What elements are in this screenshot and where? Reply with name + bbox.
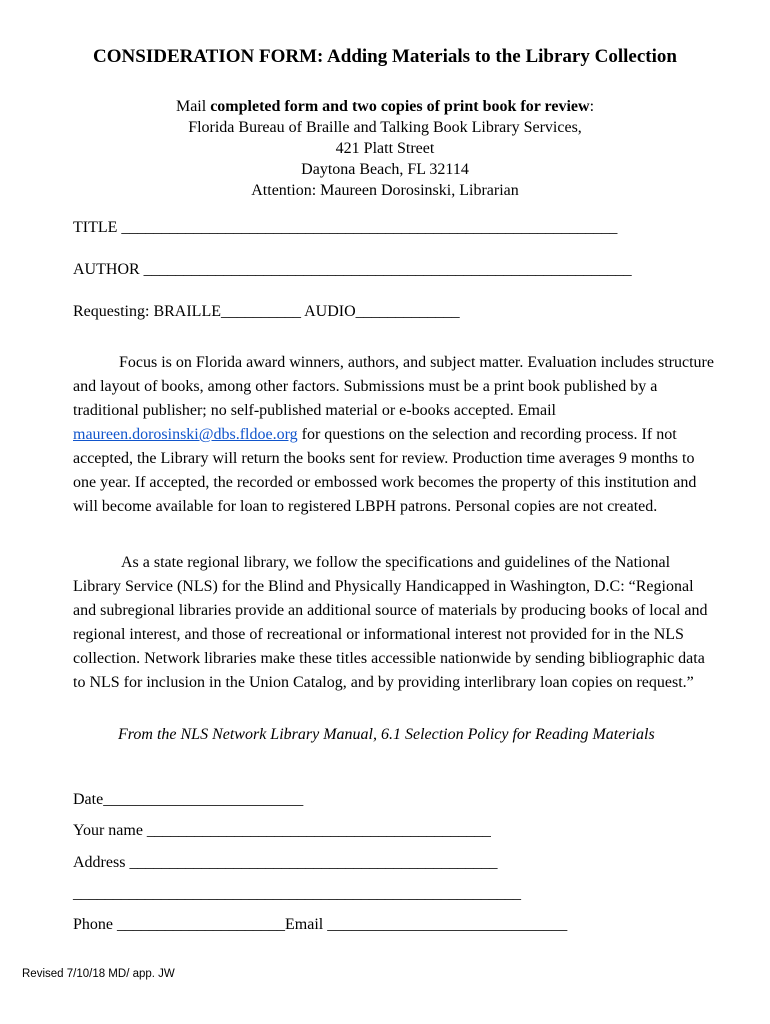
nls-paragraph xyxy=(73,551,718,695)
date-field[interactable]: Date_________________________ xyxy=(73,791,304,808)
mailing-instructions xyxy=(0,96,770,201)
your-name-field[interactable]: Your name ___________________________________________ xyxy=(73,822,491,839)
citation: From the NLS Network Library Manual, 6.1 Selection Policy for Reading Materials xyxy=(118,726,655,743)
title-field[interactable]: TITLE ______________________________________________________________ xyxy=(73,219,618,236)
revision-note: Revised 7/10/18 MD/ app. JW xyxy=(22,968,175,980)
address-line-2: 421 Platt Street xyxy=(335,140,435,157)
focus-text-2: for questions on the selection and recording process. If not accepted, the Library will return the books sent for review. Production time averages 9 months to one year. If accepted, the recorded or embossed work becomes the property of this institution and will become available for loan to registered LBPH patrons. Personal copies are not created. xyxy=(73,426,697,515)
mail-bold-text: completed form and two copies of print book for review xyxy=(210,98,590,115)
address-line-4: Attention: Maureen Dorosinski, Librarian xyxy=(251,182,519,199)
address-field-line-2[interactable]: ________________________________________________________ xyxy=(73,885,521,902)
focus-text-1: Focus is on Florida award winners, authors, and subject matter. Evaluation includes structure and layout of books, among other factors. Submissions must be a print book published by a traditional publisher; no self-published material or e-books accepted. Email xyxy=(73,354,714,419)
address-line-3: Daytona Beach, FL 32114 xyxy=(301,161,469,178)
form-title: CONSIDERATION FORM: Adding Materials to the Library Collection xyxy=(93,46,677,67)
focus-paragraph xyxy=(73,351,718,519)
requesting-field[interactable]: Requesting: BRAILLE__________ AUDIO_____________ xyxy=(73,303,460,320)
email-link[interactable]: maureen.dorosinski@dbs.fldoe.org xyxy=(73,426,298,443)
address-line-1: Florida Bureau of Braille and Talking Book Library Services, xyxy=(188,119,582,136)
address-field[interactable]: Address ______________________________________________ xyxy=(73,854,498,871)
mail-prefix: Mail xyxy=(175,98,211,115)
author-field[interactable]: AUTHOR _____________________________________________________________ xyxy=(73,261,632,278)
nls-text: As a state regional library, we follow the specifications and guidelines of the National Library Service (NLS) for the Blind and Physically Handicapped in Washington, D.C: “Regional and subregional libraries provide an additional source of materials by producing books of local and regional interest, and those of recreational or informational interest not provided for in the NLS collection. Network libraries make these titles accessible nationwide by sending bibliographic data to NLS for inclusion in the Union Catalog, and by providing interlibrary loan copies on request.” xyxy=(73,554,708,691)
mail-instruction-line xyxy=(0,96,770,117)
phone-email-field[interactable]: Phone _____________________Email ______________________________ xyxy=(73,916,568,933)
mail-suffix: : xyxy=(589,98,595,115)
